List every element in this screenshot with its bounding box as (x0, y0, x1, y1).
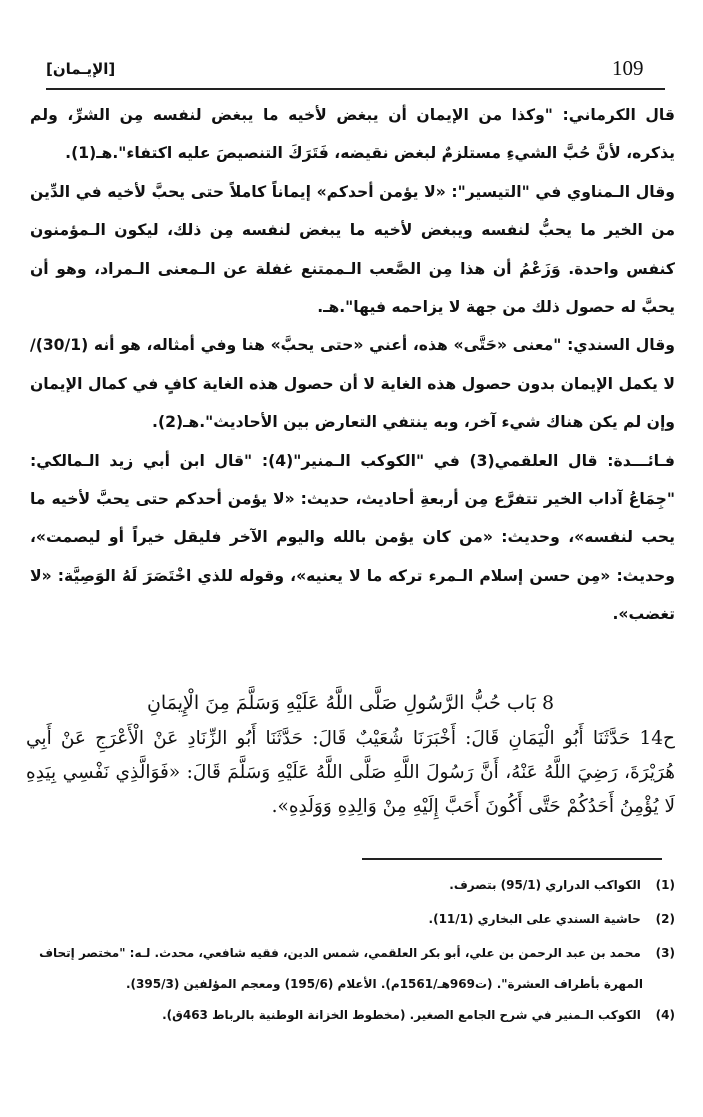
header-rule (46, 88, 665, 90)
page-header (28, 52, 675, 86)
footnotes (36, 868, 675, 1032)
footnote (36, 902, 675, 936)
paragraph-sindi: وقال السندي: "معنى «حَتَّى» هذه، أعني «حتى يحبَّ» هنا وفي أمثاله، هو أنه (30/1)/ لا يكمل الإيمان بدون حصول هذه الغاية لا أن حصول هذه الغاية كافٍ في كمال الإيمان وإن لم يكن هناك شيء آخر، وبه ينتفي التعارض بين الأحاديث".هـ(2). (30, 336, 675, 432)
footnote (36, 868, 675, 902)
footnote-continuation: المهرة بأطراف العشرة". (ت969هـ/1561م). الأعلام (195/6) ومعجم المؤلفين (395/3). (126, 977, 643, 991)
body-text (30, 96, 675, 634)
footnote-rule (362, 858, 662, 860)
footnote-number: (1) (655, 878, 675, 892)
hadith-text: ح14 حَدَّثَنَا أَبُو الْيَمَانِ قَالَ: أَخْبَرَنَا شُعَيْبٌ قَالَ: حَدَّثَنَا أَبُو الزِّنَادِ عَنْ الْأَعْرَجِ عَنْ أَبِي هُرَيْرَةَ، رَضِيَ اللَّهُ عَنْهُ، أَنَّ رَسُولَ اللَّهِ صَلَّى اللَّهُ عَلَيْهِ وَسَلَّمَ قَالَ: «فَوَالَّذِي نَفْسِي بِيَدِهِ لَا يُؤْمِنُ أَحَدُكُمْ حَتَّى أَكُونَ أَحَبَّ إِلَيْهِ مِنْ وَالِدِهِ وَوَلَدِهِ». (26, 728, 675, 817)
chapter-title: 8 بَاب حُبُّ الرَّسُولِ صَلَّى اللَّهُ عَلَيْهِ وَسَلَّمَ مِنَ الْإِيمَانِ (146, 692, 555, 714)
paragraph-faida: فـائـــدة: قال العلقمي(3) في "الكوكب الـمنير"(4): "قال ابن أبي زيد الـمالكي: "جِمَاعُ آداب الخير تتفرَّع مِن أربعةِ أحاديث، حديث: «لا يؤمن أحدكم حتى يحبَّ لأخيه ما يحب لنفسه»، وحديث: «من كان يؤمن بالله واليوم الآخر فليقل خيراً أو ليصمت»، وحديث: «مِن حسن إسلام الـمرء تركه ما لا يعنيه»، وقوله للذي اخْتَصَرَ لَهُ الوَصِيَّة: «لا تغضب». (30, 451, 675, 624)
footnote-number: (2) (655, 912, 675, 926)
section-label: [الإيـمان] (46, 60, 116, 78)
footnote-text: الكوكب الـمنير في شرح الجامع الصغير. (مخطوط الخزانة الوطنية بالرباط 463ق). (162, 1008, 641, 1022)
footnote-number: (4) (655, 1008, 675, 1022)
hadith-block (26, 686, 675, 824)
paragraph-kirmani: قال الكرماني: "وكذا من الإيمان أن يبغض لأخيه ما يبغض لنفسه مِن الشرِّ، ولم يذكره، لأنَّ حُبَّ الشيءِ مستلزمٌ لبغض نقيضه، فَتَرَكَ التنصيصَ عليه اكتفاء".هـ(1). (30, 106, 675, 163)
footnote (36, 936, 675, 970)
footnote-text: الكواكب الدراري (95/1) بتصرف. (449, 878, 641, 892)
footnote-text: حاشية السندي على البخاري (11/1). (428, 912, 641, 926)
footnote (36, 998, 675, 1032)
footnote-text: محمد بن عبد الرحمن بن علي، أبو بكر العلقمي، شمس الدين، فقيه شافعي، محدث. لـه: "مختصر إتحاف (39, 946, 641, 960)
paragraph-munawi: وقال الـمناوي في "التيسير": «لا يؤمن أحدكم» إيماناً كاملاً حتى يحبَّ لأخيه في الدِّين من الخير ما يحبُّ لنفسه ويبغض لأخيه ما يبغض لنفسه مِن ذلك، ليكون الـمؤمنون كنفس واحدة. وَزَعْمُ أن هذا مِن الصَّعب الـممتنع غفلة عن الـمعنى الـمراد، وهو أن يحبَّ له حصول ذلك من جهة لا يزاحمه فيها".هـ. (30, 182, 675, 317)
page-number: 109 (612, 56, 644, 80)
footnote-number: (3) (655, 946, 675, 960)
